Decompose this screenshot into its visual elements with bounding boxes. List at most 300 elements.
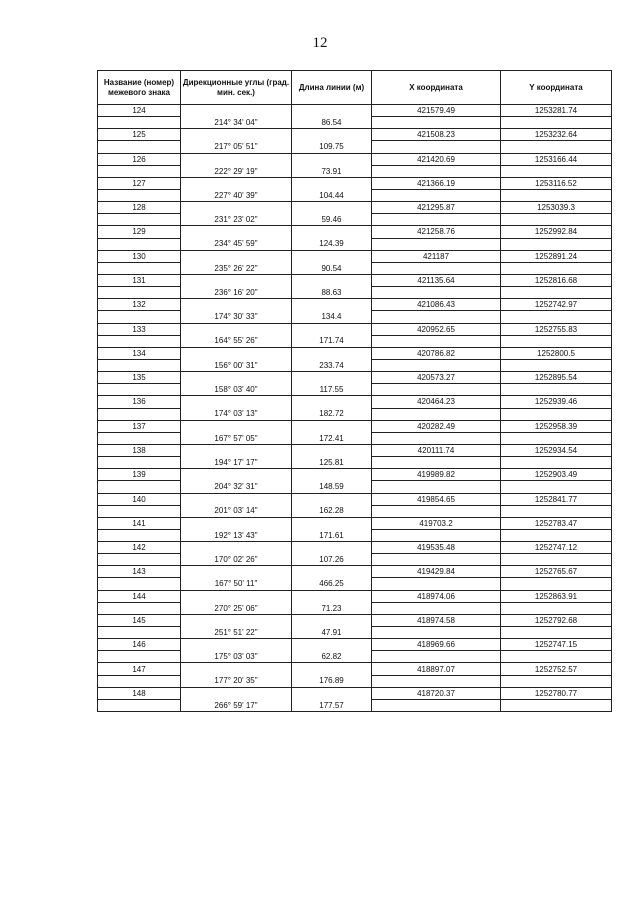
- angle-blank: [181, 153, 292, 165]
- direction-angle: 192° 13' 43": [181, 529, 292, 541]
- y-coordinate: 1253232.64: [501, 129, 612, 141]
- x-blank: [372, 141, 501, 153]
- direction-angle: 266° 59' 17": [181, 699, 292, 711]
- y-blank: [501, 699, 612, 711]
- name-blank: [98, 262, 181, 274]
- angle-blank: [181, 226, 292, 238]
- line-length: 59.46: [292, 214, 372, 226]
- y-coordinate: 1252903.49: [501, 469, 612, 481]
- table-row-point: [98, 250, 612, 262]
- length-blank: [292, 323, 372, 335]
- direction-angle: 177° 20' 35": [181, 675, 292, 687]
- table-row-point: [98, 202, 612, 214]
- x-blank: [372, 262, 501, 274]
- length-blank: [292, 566, 372, 578]
- y-blank: [501, 578, 612, 590]
- direction-angle: 222° 29' 19": [181, 165, 292, 177]
- table-row-segment: [98, 651, 612, 663]
- point-name: 148: [98, 687, 181, 699]
- name-blank: [98, 359, 181, 371]
- length-blank: [292, 105, 372, 117]
- angle-blank: [181, 274, 292, 286]
- table-row-segment: [98, 335, 612, 347]
- x-coordinate: 418974.58: [372, 614, 501, 626]
- x-coordinate: 421258.76: [372, 226, 501, 238]
- angle-blank: [181, 614, 292, 626]
- x-blank: [372, 627, 501, 639]
- point-name: 133: [98, 323, 181, 335]
- direction-angle: 227° 40' 39": [181, 189, 292, 201]
- table-row-point: [98, 323, 612, 335]
- y-coordinate: 1252939.46: [501, 396, 612, 408]
- length-blank: [292, 250, 372, 262]
- length-blank: [292, 299, 372, 311]
- y-blank: [501, 165, 612, 177]
- length-blank: [292, 372, 372, 384]
- page-number: 12: [312, 35, 328, 51]
- direction-angle: 251° 51' 22": [181, 627, 292, 639]
- direction-angle: 174° 03' 13": [181, 408, 292, 420]
- name-blank: [98, 578, 181, 590]
- angle-blank: [181, 663, 292, 675]
- x-blank: [372, 287, 501, 299]
- angle-blank: [181, 639, 292, 651]
- x-coordinate: 421420.69: [372, 153, 501, 165]
- header-angle: Дирекционные углы (град. мин. сек.): [181, 71, 292, 105]
- x-coordinate: 419854.65: [372, 493, 501, 505]
- line-length: 107.26: [292, 554, 372, 566]
- point-name: 139: [98, 469, 181, 481]
- y-blank: [501, 481, 612, 493]
- direction-angle: 236° 16' 20": [181, 287, 292, 299]
- length-blank: [292, 639, 372, 651]
- x-blank: [372, 384, 501, 396]
- y-blank: [501, 262, 612, 274]
- table-row-segment: [98, 529, 612, 541]
- y-blank: [501, 505, 612, 517]
- angle-blank: [181, 347, 292, 359]
- x-blank: [372, 432, 501, 444]
- table-row-point: [98, 372, 612, 384]
- table-row-segment: [98, 457, 612, 469]
- x-blank: [372, 699, 501, 711]
- y-blank: [501, 651, 612, 663]
- y-coordinate: 1252816.68: [501, 274, 612, 286]
- y-blank: [501, 408, 612, 420]
- point-name: 128: [98, 202, 181, 214]
- name-blank: [98, 554, 181, 566]
- y-coordinate: 1252895.54: [501, 372, 612, 384]
- y-coordinate: 1252992.84: [501, 226, 612, 238]
- direction-angle: 204° 32' 31": [181, 481, 292, 493]
- x-coordinate: 420952.65: [372, 323, 501, 335]
- point-name: 147: [98, 663, 181, 675]
- angle-blank: [181, 590, 292, 602]
- angle-blank: [181, 323, 292, 335]
- y-blank: [501, 214, 612, 226]
- line-length: 148.59: [292, 481, 372, 493]
- x-coordinate: 419989.82: [372, 469, 501, 481]
- name-blank: [98, 165, 181, 177]
- length-blank: [292, 663, 372, 675]
- line-length: 88.63: [292, 287, 372, 299]
- x-blank: [372, 505, 501, 517]
- y-coordinate: 1252934.54: [501, 444, 612, 456]
- line-length: 176.89: [292, 675, 372, 687]
- y-blank: [501, 189, 612, 201]
- table-row-point: [98, 274, 612, 286]
- angle-blank: [181, 444, 292, 456]
- length-blank: [292, 687, 372, 699]
- angle-blank: [181, 517, 292, 529]
- line-length: 73.91: [292, 165, 372, 177]
- x-coordinate: 421135.64: [372, 274, 501, 286]
- table-row-point: [98, 177, 612, 189]
- table-row-point: [98, 517, 612, 529]
- direction-angle: 235° 26' 22": [181, 262, 292, 274]
- y-coordinate: 1252891.24: [501, 250, 612, 262]
- table-row-point: [98, 614, 612, 626]
- x-blank: [372, 675, 501, 687]
- y-coordinate: 1252841.77: [501, 493, 612, 505]
- line-length: 117.55: [292, 384, 372, 396]
- table-row-point: [98, 396, 612, 408]
- name-blank: [98, 699, 181, 711]
- direction-angle: 234° 45' 59": [181, 238, 292, 250]
- line-length: 233.74: [292, 359, 372, 371]
- line-length: 124.39: [292, 238, 372, 250]
- y-coordinate: 1252800.5: [501, 347, 612, 359]
- y-blank: [501, 335, 612, 347]
- x-coordinate: 421508.23: [372, 129, 501, 141]
- direction-angle: 201° 03' 14": [181, 505, 292, 517]
- table-header-row: [98, 71, 612, 105]
- x-blank: [372, 529, 501, 541]
- x-blank: [372, 214, 501, 226]
- header-x: X координата: [372, 71, 501, 105]
- x-coordinate: 419703.2: [372, 517, 501, 529]
- length-blank: [292, 493, 372, 505]
- x-blank: [372, 359, 501, 371]
- x-blank: [372, 578, 501, 590]
- y-blank: [501, 117, 612, 129]
- table-row-segment: [98, 141, 612, 153]
- table-row-segment: [98, 262, 612, 274]
- point-name: 125: [98, 129, 181, 141]
- length-blank: [292, 517, 372, 529]
- table-row-segment: [98, 699, 612, 711]
- name-blank: [98, 117, 181, 129]
- y-coordinate: 1253166.44: [501, 153, 612, 165]
- length-blank: [292, 202, 372, 214]
- table-row-segment: [98, 554, 612, 566]
- x-coordinate: 418720.37: [372, 687, 501, 699]
- length-blank: [292, 177, 372, 189]
- angle-blank: [181, 372, 292, 384]
- y-coordinate: 1252747.15: [501, 639, 612, 651]
- name-blank: [98, 214, 181, 226]
- x-blank: [372, 408, 501, 420]
- x-blank: [372, 335, 501, 347]
- point-name: 127: [98, 177, 181, 189]
- x-coordinate: 418897.07: [372, 663, 501, 675]
- length-blank: [292, 590, 372, 602]
- table-row-segment: [98, 408, 612, 420]
- table-row-point: [98, 493, 612, 505]
- line-length: 171.61: [292, 529, 372, 541]
- x-coordinate: 420111.74: [372, 444, 501, 456]
- x-coordinate: 421295.87: [372, 202, 501, 214]
- table-row-point: [98, 469, 612, 481]
- direction-angle: 217° 05' 51": [181, 141, 292, 153]
- direction-angle: 167° 50' 11": [181, 578, 292, 590]
- angle-blank: [181, 299, 292, 311]
- header-name: Название (номер) межевого знака: [98, 71, 181, 105]
- table-row-point: [98, 542, 612, 554]
- point-name: 142: [98, 542, 181, 554]
- x-coordinate: 421086.43: [372, 299, 501, 311]
- table-row-point: [98, 566, 612, 578]
- point-name: 131: [98, 274, 181, 286]
- x-blank: [372, 238, 501, 250]
- point-name: 140: [98, 493, 181, 505]
- length-blank: [292, 129, 372, 141]
- y-coordinate: 1252958.39: [501, 420, 612, 432]
- x-blank: [372, 311, 501, 323]
- line-length: 172.41: [292, 432, 372, 444]
- y-blank: [501, 287, 612, 299]
- name-blank: [98, 287, 181, 299]
- y-coordinate: 1253039.3: [501, 202, 612, 214]
- x-coordinate: 421579.49: [372, 105, 501, 117]
- x-coordinate: 420573.27: [372, 372, 501, 384]
- angle-blank: [181, 250, 292, 262]
- angle-blank: [181, 177, 292, 189]
- direction-angle: 214° 34' 04": [181, 117, 292, 129]
- y-blank: [501, 359, 612, 371]
- y-blank: [501, 554, 612, 566]
- header-y: Y координата: [501, 71, 612, 105]
- line-length: 104.44: [292, 189, 372, 201]
- angle-blank: [181, 396, 292, 408]
- point-name: 136: [98, 396, 181, 408]
- length-blank: [292, 274, 372, 286]
- point-name: 126: [98, 153, 181, 165]
- x-blank: [372, 554, 501, 566]
- table-row-point: [98, 663, 612, 675]
- line-length: 125.81: [292, 457, 372, 469]
- table-row-segment: [98, 578, 612, 590]
- table-row-segment: [98, 287, 612, 299]
- header-length: Длина линии (м): [292, 71, 372, 105]
- table-row-point: [98, 687, 612, 699]
- name-blank: [98, 189, 181, 201]
- length-blank: [292, 347, 372, 359]
- name-blank: [98, 457, 181, 469]
- table-row-point: [98, 153, 612, 165]
- table-row-point: [98, 444, 612, 456]
- x-blank: [372, 457, 501, 469]
- line-length: 162.28: [292, 505, 372, 517]
- point-name: 138: [98, 444, 181, 456]
- name-blank: [98, 311, 181, 323]
- name-blank: [98, 481, 181, 493]
- y-blank: [501, 675, 612, 687]
- line-length: 86.54: [292, 117, 372, 129]
- point-name: 143: [98, 566, 181, 578]
- length-blank: [292, 614, 372, 626]
- name-blank: [98, 238, 181, 250]
- x-blank: [372, 117, 501, 129]
- angle-blank: [181, 493, 292, 505]
- table-row-segment: [98, 359, 612, 371]
- y-blank: [501, 529, 612, 541]
- angle-blank: [181, 420, 292, 432]
- line-length: 90.54: [292, 262, 372, 274]
- length-blank: [292, 396, 372, 408]
- y-blank: [501, 311, 612, 323]
- point-name: 146: [98, 639, 181, 651]
- x-coordinate: 420786.82: [372, 347, 501, 359]
- x-coordinate: 421366.19: [372, 177, 501, 189]
- y-blank: [501, 602, 612, 614]
- direction-angle: 270° 25' 06": [181, 602, 292, 614]
- name-blank: [98, 384, 181, 396]
- point-name: 141: [98, 517, 181, 529]
- name-blank: [98, 141, 181, 153]
- y-coordinate: 1253116.52: [501, 177, 612, 189]
- table-row-segment: [98, 117, 612, 129]
- line-length: 466.25: [292, 578, 372, 590]
- y-blank: [501, 384, 612, 396]
- name-blank: [98, 651, 181, 663]
- point-name: 130: [98, 250, 181, 262]
- x-blank: [372, 602, 501, 614]
- line-length: 177.57: [292, 699, 372, 711]
- table-row-segment: [98, 214, 612, 226]
- point-name: 134: [98, 347, 181, 359]
- table-row-segment: [98, 602, 612, 614]
- y-coordinate: 1252780.77: [501, 687, 612, 699]
- table-row-segment: [98, 189, 612, 201]
- x-blank: [372, 651, 501, 663]
- table-row-segment: [98, 627, 612, 639]
- direction-angle: 170° 02' 26": [181, 554, 292, 566]
- direction-angle: 231° 23' 02": [181, 214, 292, 226]
- boundary-coordinates-table: [97, 70, 612, 712]
- table-row-segment: [98, 505, 612, 517]
- angle-blank: [181, 687, 292, 699]
- length-blank: [292, 420, 372, 432]
- y-blank: [501, 141, 612, 153]
- direction-angle: 164° 55' 26": [181, 335, 292, 347]
- table-row-segment: [98, 311, 612, 323]
- y-blank: [501, 432, 612, 444]
- table-row-segment: [98, 432, 612, 444]
- y-coordinate: 1253281.74: [501, 105, 612, 117]
- x-coordinate: 420282.49: [372, 420, 501, 432]
- table-row-point: [98, 129, 612, 141]
- x-coordinate: 420464.23: [372, 396, 501, 408]
- x-coordinate: 419429.84: [372, 566, 501, 578]
- x-blank: [372, 189, 501, 201]
- direction-angle: 174° 30' 33": [181, 311, 292, 323]
- line-length: 134.4: [292, 311, 372, 323]
- x-coordinate: 421187: [372, 250, 501, 262]
- line-length: 62.82: [292, 651, 372, 663]
- point-name: 124: [98, 105, 181, 117]
- point-name: 132: [98, 299, 181, 311]
- angle-blank: [181, 566, 292, 578]
- x-blank: [372, 165, 501, 177]
- table-row-point: [98, 420, 612, 432]
- y-coordinate: 1252783.47: [501, 517, 612, 529]
- name-blank: [98, 432, 181, 444]
- table-row-point: [98, 347, 612, 359]
- y-coordinate: 1252755.83: [501, 323, 612, 335]
- y-coordinate: 1252863.91: [501, 590, 612, 602]
- point-name: 135: [98, 372, 181, 384]
- table-row-point: [98, 299, 612, 311]
- x-coordinate: 418974.06: [372, 590, 501, 602]
- direction-angle: 158° 03' 40": [181, 384, 292, 396]
- table-row-segment: [98, 481, 612, 493]
- angle-blank: [181, 542, 292, 554]
- table-row-segment: [98, 675, 612, 687]
- line-length: 109.75: [292, 141, 372, 153]
- table-row-point: [98, 590, 612, 602]
- direction-angle: 167° 57' 05": [181, 432, 292, 444]
- line-length: 182.72: [292, 408, 372, 420]
- name-blank: [98, 602, 181, 614]
- direction-angle: 175° 03' 03": [181, 651, 292, 663]
- table-row-point: [98, 226, 612, 238]
- point-name: 144: [98, 590, 181, 602]
- line-length: 71.23: [292, 602, 372, 614]
- y-coordinate: 1252742.97: [501, 299, 612, 311]
- x-coordinate: 419535.48: [372, 542, 501, 554]
- name-blank: [98, 675, 181, 687]
- table-row-segment: [98, 165, 612, 177]
- table-row-segment: [98, 384, 612, 396]
- point-name: 129: [98, 226, 181, 238]
- y-blank: [501, 238, 612, 250]
- y-coordinate: 1252792.68: [501, 614, 612, 626]
- name-blank: [98, 408, 181, 420]
- y-coordinate: 1252747.12: [501, 542, 612, 554]
- length-blank: [292, 469, 372, 481]
- line-length: 47.91: [292, 627, 372, 639]
- length-blank: [292, 444, 372, 456]
- length-blank: [292, 226, 372, 238]
- name-blank: [98, 335, 181, 347]
- angle-blank: [181, 202, 292, 214]
- length-blank: [292, 153, 372, 165]
- table-row-point: [98, 639, 612, 651]
- direction-angle: 194° 17' 17": [181, 457, 292, 469]
- angle-blank: [181, 469, 292, 481]
- name-blank: [98, 529, 181, 541]
- table-row-segment: [98, 238, 612, 250]
- table-row-point: [98, 105, 612, 117]
- y-blank: [501, 627, 612, 639]
- direction-angle: 156° 00' 31": [181, 359, 292, 371]
- y-coordinate: 1252752.57: [501, 663, 612, 675]
- name-blank: [98, 627, 181, 639]
- point-name: 145: [98, 614, 181, 626]
- name-blank: [98, 505, 181, 517]
- table-body: [98, 105, 612, 712]
